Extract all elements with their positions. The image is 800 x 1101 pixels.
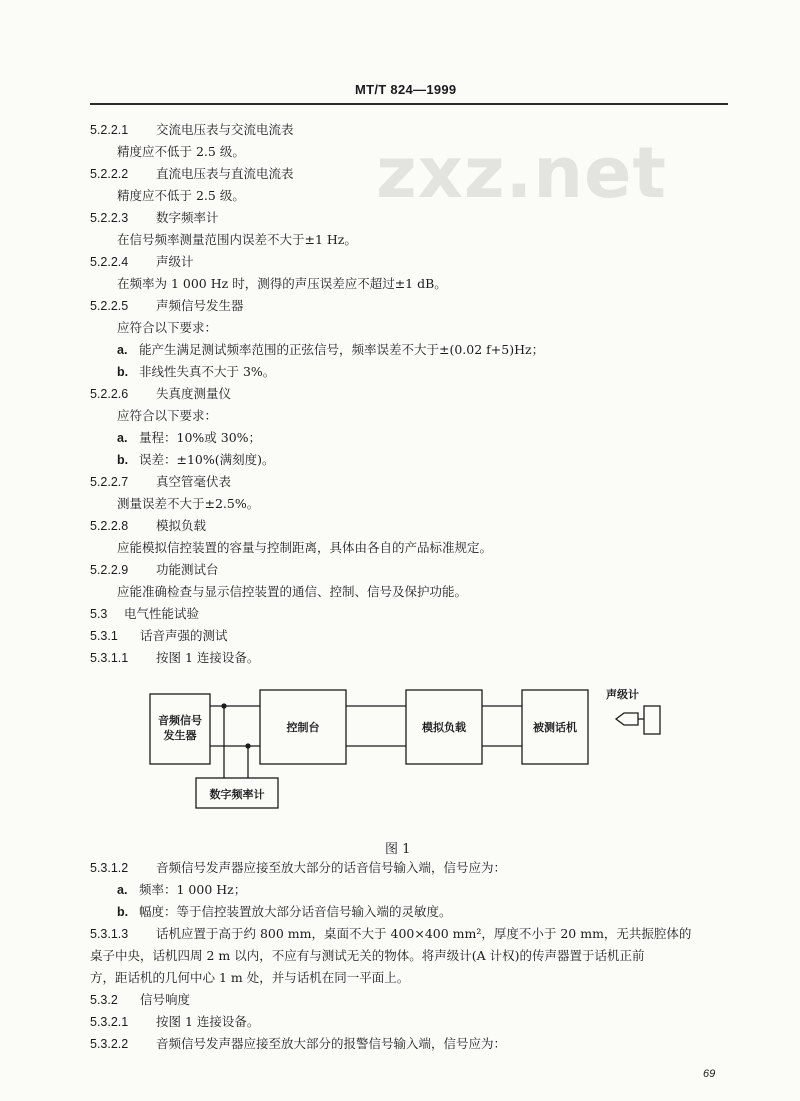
body-line xyxy=(117,234,357,247)
clause-number: 5.3.1 xyxy=(90,629,118,643)
generator-label-2: 发生器 xyxy=(163,729,197,742)
list-text: 能产生满足测试频率范围的正弦信号，频率误差不大于±(0.02 f+5)Hz； xyxy=(139,342,545,357)
list-item xyxy=(117,432,261,445)
clause-text: 音频信号发声器应接至放大部分的话音信号输入端，信号应为： xyxy=(156,860,507,875)
body-text: 应符合以下要求： xyxy=(117,408,218,423)
clause-line xyxy=(90,652,259,665)
clause-number: 5.2.2.7 xyxy=(90,475,129,489)
clause-line xyxy=(90,388,231,401)
clause-line xyxy=(90,1038,506,1051)
clause-number: 5.2.2.3 xyxy=(90,211,129,225)
clause-number: 5.2.2.8 xyxy=(90,519,129,533)
body-line xyxy=(90,972,409,985)
page-number: 69 xyxy=(703,1068,716,1080)
list-text: 非线性失真不大于 3%。 xyxy=(139,364,276,379)
clause-line xyxy=(90,168,294,181)
clause-line xyxy=(90,862,506,875)
clause-text: 直流电压表与直流电流表 xyxy=(156,166,294,181)
clause-number: 5.3 xyxy=(90,607,108,621)
clause-text: 信号响度 xyxy=(140,992,191,1007)
clause-line xyxy=(90,630,228,643)
clause-line xyxy=(90,300,244,313)
list-item xyxy=(117,884,246,897)
body-text: 在信号频率测量范围内误差不大于±1 Hz。 xyxy=(117,232,357,247)
clause-number: 5.2.2.2 xyxy=(90,167,129,181)
clause-text: 功能测试台 xyxy=(156,562,219,577)
clause-text: 话音声强的测试 xyxy=(140,628,228,643)
clause-text: 声频信号发生器 xyxy=(156,298,244,313)
clause-line xyxy=(90,1016,259,1029)
body-text: 桌子中央，话机四周 2 m 以内，不应有与测试无关的物体。将声级计(A 计权)的传声器置于话机正前 xyxy=(90,948,645,963)
load-label: 模拟负载 xyxy=(422,721,466,734)
body-line xyxy=(117,410,217,423)
body-text: 应能准确检查与显示信控装置的通信、控制、信号及保护功能。 xyxy=(117,584,468,599)
list-item xyxy=(117,454,275,467)
list-text: 频率：1 000 Hz； xyxy=(139,882,247,897)
body-line xyxy=(90,950,644,963)
page-header-code: MT/T 824—1999 xyxy=(355,82,457,97)
clause-number: 5.3.1.3 xyxy=(90,927,129,941)
list-label: b. xyxy=(117,905,129,919)
clause-text: 数字频率计 xyxy=(156,210,219,225)
clause-text: 声级计 xyxy=(156,254,194,269)
clause-text: 失真度测量仪 xyxy=(156,386,232,401)
list-text: 幅度：等于信控装置放大部分话音信号输入端的灵敏度。 xyxy=(139,904,452,919)
body-text: 方，距话机的几何中心 1 m 处，并与话机在同一平面上。 xyxy=(90,970,410,985)
body-text: 应能模拟信控装置的容量与控制距离，具体由各自的产品标准规定。 xyxy=(117,540,493,555)
clause-text: 音频信号发声器应接至放大部分的报警信号输入端，信号应为： xyxy=(156,1036,507,1051)
phone-label: 被测话机 xyxy=(533,721,577,734)
body-line xyxy=(117,322,217,335)
list-text: 误差：±10%(满刻度)。 xyxy=(139,452,275,467)
list-item xyxy=(117,906,452,919)
clause-text: 话机应置于高于约 800 mm，桌面不大于 400×400 mm²，厚度不小于 20 mm，无共振腔体的 xyxy=(156,926,692,941)
clause-line xyxy=(90,212,219,225)
console-label: 控制台 xyxy=(286,721,320,734)
clause-text: 真空管毫伏表 xyxy=(156,474,232,489)
body-line xyxy=(117,542,492,555)
clause-text: 交流电压表与交流电流表 xyxy=(156,122,294,137)
header-rule xyxy=(90,103,728,105)
list-item xyxy=(117,366,275,379)
junction-dot xyxy=(222,704,226,708)
body-line xyxy=(117,278,447,291)
clause-number: 5.2.2.6 xyxy=(90,387,129,401)
clause-text: 按图 1 连接设备。 xyxy=(156,1014,260,1029)
clause-number: 5.3.2 xyxy=(90,993,118,1007)
list-text: 量程：10%或 30%； xyxy=(139,430,262,445)
list-label: a. xyxy=(117,883,128,897)
clause-number: 5.3.2.1 xyxy=(90,1015,129,1029)
figure-1-diagram xyxy=(130,686,670,816)
body-line xyxy=(117,190,245,203)
clause-number: 5.2.2.5 xyxy=(90,299,129,313)
list-label: a. xyxy=(117,431,128,445)
clause-line xyxy=(90,520,206,533)
clause-line xyxy=(90,124,294,137)
list-item xyxy=(117,344,544,357)
list-label: b. xyxy=(117,453,129,467)
clause-text: 按图 1 连接设备。 xyxy=(156,650,260,665)
body-text: 应符合以下要求： xyxy=(117,320,218,335)
clause-line xyxy=(90,256,194,269)
clause-number: 5.2.2.4 xyxy=(90,255,129,269)
list-label: b. xyxy=(117,365,129,379)
meter-label: 声级计 xyxy=(606,688,639,701)
section-heading xyxy=(90,608,199,621)
clause-line xyxy=(90,476,231,489)
figure-caption: 图 1 xyxy=(385,842,411,857)
clause-number: 5.3.1.1 xyxy=(90,651,129,665)
clause-line xyxy=(90,928,691,941)
sound-meter-box xyxy=(644,706,660,734)
clause-line xyxy=(90,564,219,577)
body-text: 精度应不低于 2.5 级。 xyxy=(117,144,245,159)
body-text: 测量误差不大于±2.5%。 xyxy=(117,496,260,511)
clause-text: 电气性能试验 xyxy=(124,606,200,621)
clause-number: 5.3.2.2 xyxy=(90,1037,129,1051)
body-line xyxy=(117,586,467,599)
microphone-icon xyxy=(616,713,638,725)
clause-number: 5.2.2.1 xyxy=(90,123,129,137)
body-line xyxy=(117,146,245,159)
generator-label-1: 音频信号 xyxy=(158,714,202,727)
body-text: 精度应不低于 2.5 级。 xyxy=(117,188,245,203)
clause-text: 模拟负载 xyxy=(156,518,207,533)
clause-number: 5.3.1.2 xyxy=(90,861,129,875)
clause-number: 5.2.2.9 xyxy=(90,563,129,577)
list-label: a. xyxy=(117,343,128,357)
clause-line xyxy=(90,994,190,1007)
watermark-text: zxz.net xyxy=(376,132,667,214)
counter-label: 数字频率计 xyxy=(209,788,265,801)
body-line xyxy=(117,498,259,511)
body-text: 在频率为 1 000 Hz 时，测得的声压误差应不超过±1 dB。 xyxy=(117,276,447,291)
junction-dot xyxy=(246,744,250,748)
